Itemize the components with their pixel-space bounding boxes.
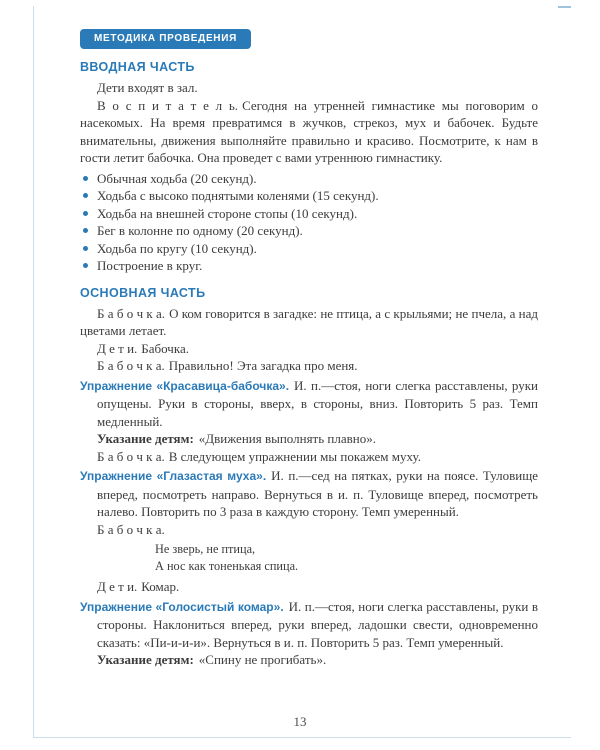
- note-paragraph: [80, 430, 538, 448]
- note-label: Указание детям:: [97, 652, 194, 667]
- speaker-butterfly: Б а б о ч к а.: [97, 448, 165, 464]
- bullet-text: Ходьба по кругу (10 секунд).: [97, 240, 257, 256]
- speaker-butterfly: Б а б о ч к а.: [97, 358, 165, 373]
- exercise-text: И. п.—сед на пятках, руки на поясе. Туловище вперед, посмотреть направо. Вернуться в и. п. Туловище вперед, посмотреть налево. Повторить по 3 раза в каждую сторону. Темп умеренный.: [97, 468, 538, 519]
- exercise-title: Упражнение «Красавица-бабочка».: [80, 378, 290, 393]
- dialog-text: Комар.: [141, 579, 180, 594]
- exercise-title: Упражнение «Глазастая муха».: [80, 469, 267, 483]
- verse-line: Не зверь, не птица,: [155, 542, 256, 556]
- section-badge: [80, 29, 251, 49]
- list-item: [80, 205, 538, 223]
- speaker-butterfly: Б а б о ч к а.: [97, 305, 166, 321]
- teacher-paragraph: [80, 97, 538, 167]
- bullet-text: Обычная ходьба (20 секунд).: [97, 170, 257, 186]
- stage-direction: Дети входят в зал.: [97, 80, 198, 95]
- dialog-text: О ком говорится в загадке: не птица, а с крыльями; не пчела, а над цветами летает.: [80, 305, 538, 338]
- verse-line: А нос как тоненькая спица.: [155, 558, 299, 573]
- exercise-paragraph: [80, 598, 538, 652]
- dialog-text: Правильно! Эта загадка про меня.: [168, 358, 358, 373]
- note-text: «Спину не прогибать».: [198, 652, 327, 667]
- note-text: «Движения выполнять плавно».: [198, 431, 376, 446]
- speaker-children: Д е т и.: [97, 579, 138, 594]
- exercise-text: И. п.—стоя, ноги слегка расставлены, руки в стороны. Наклониться вперед, руки вперед, ладошки свести, одновременно сказать: «Пи-и-и-и». Вернуться в и. п. Повторить 5 раз. Темп умеренный.: [97, 598, 538, 650]
- list-item: [80, 240, 538, 258]
- bullet-text: Ходьба на внешней стороне стопы (10 секунд).: [97, 205, 358, 221]
- dialog-line: [80, 448, 538, 466]
- heading-intro-part: ВВОДНАЯ ЧАСТЬ: [80, 60, 195, 74]
- bullet-text: Построение в круг.: [97, 258, 203, 273]
- badge-label: МЕТОДИКА ПРОВЕДЕНИЯ: [94, 33, 238, 44]
- dialog-text: В следующем упражнении мы покажем муху.: [168, 448, 421, 464]
- exercise-text: И. п.—стоя, ноги слегка расставлены, руки опущены. Руки в стороны, вверх, в стороны, вниз. Повторить 5 раз. Темп медленный.: [97, 377, 539, 429]
- bullet-icon: [83, 263, 88, 268]
- note-paragraph: [80, 651, 538, 669]
- bullet-icon: [83, 193, 88, 198]
- note-label: Указание детям:: [97, 431, 194, 446]
- exercise-paragraph: [80, 377, 538, 431]
- dialog-line: [80, 357, 538, 375]
- dialog-text: Бабочка.: [141, 340, 189, 356]
- page-content: [80, 28, 538, 669]
- exercise-paragraph: [80, 467, 538, 521]
- dialog-line: [80, 340, 538, 358]
- bullet-text: Бег в колонне по одному (20 секунд).: [97, 223, 303, 238]
- bullet-icon: [83, 211, 88, 216]
- warmup-list: [80, 170, 538, 275]
- speaker-children: Д е т и.: [97, 340, 138, 356]
- corner-mark: [558, 6, 571, 8]
- speaker-butterfly: Б а б о ч к а.: [97, 521, 165, 537]
- bullet-icon: [83, 176, 88, 181]
- list-item: [80, 257, 538, 275]
- bullet-icon: [83, 246, 88, 251]
- dialog-line: [80, 305, 538, 340]
- heading-main-part: ОСНОВНАЯ ЧАСТЬ: [80, 285, 206, 300]
- riddle-verse: [155, 541, 538, 574]
- list-item: [80, 170, 538, 188]
- dialog-line: [80, 521, 538, 539]
- list-item: [80, 187, 538, 205]
- list-item: [80, 222, 538, 240]
- speaker-teacher: В о с п и т а т е л ь.: [97, 97, 239, 113]
- bullet-icon: [83, 228, 88, 233]
- exercise-title: Упражнение «Голосистый комар».: [80, 599, 284, 614]
- teacher-text: Сегодня на утренней гимнастике мы поговорим о насекомых. На время превратимся в жучков, стрекоз, мух и бабочек. Будьте внимательны, движения выполняйте правильно и красиво. Посмотрите, к нам в гости летит бабочка. Она проведет с вами утреннюю гимнастику.: [80, 97, 538, 165]
- bullet-text: Ходьба с высоко поднятыми коленями (15 секунд).: [97, 188, 379, 203]
- page-number: 13: [293, 714, 307, 729]
- dialog-line: [80, 578, 538, 596]
